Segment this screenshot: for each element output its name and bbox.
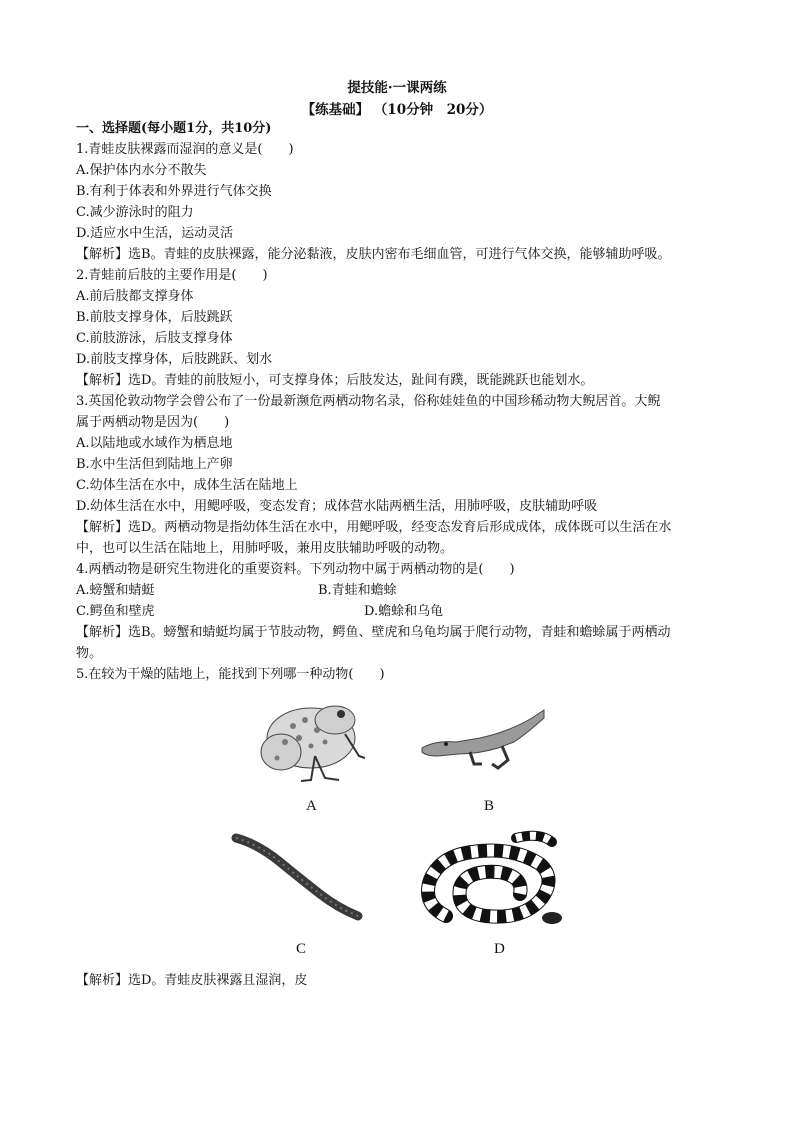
question-2-analysis: 【解析】选D。青蛙的前肢短小，可支撑身体；后肢发达，趾间有蹼，既能跳跃也能划水。 [76, 373, 594, 388]
page-title: 提技能·一课两练 [347, 80, 447, 96]
question-4-option-c: C.鳄鱼和壁虎 [76, 604, 155, 619]
question-3-stem-line-1: 3.英国伦敦动物学会曾公布了一份最新濒危两栖动物名录，俗称娃娃鱼的中国珍稀动物大鲵居首。大鲵 [76, 394, 661, 409]
question-3-stem-line-2: 属于两栖动物是因为( ) [76, 415, 230, 430]
snake-image [416, 824, 564, 932]
question-4-stem: 4.两栖动物是研究生物进化的重要资料。下列动物中属于两栖动物的是( ) [76, 562, 515, 577]
toad-image [255, 686, 367, 784]
question-2-option-b: B.前肢支撑身体，后肢跳跃 [76, 310, 233, 325]
image-label-b: B [484, 798, 495, 814]
question-5-analysis: 【解析】选D。青蛙皮肤裸露且湿润，皮 [76, 973, 308, 988]
question-2-option-d: D.前肢支撑身体，后肢跳跃、划水 [76, 352, 273, 367]
image-label-a: A [306, 798, 317, 814]
question-1-option-b: B.有利于体表和外界进行气体交换 [76, 184, 272, 199]
question-4-analysis-line-1: 【解析】选B。螃蟹和蜻蜓均属于节肢动物，鳄鱼、壁虎和乌龟均属于爬行动物，青蛙和蟾蜍属于两栖动 [76, 625, 671, 640]
question-1-stem: 1.青蛙皮肤裸露而湿润的意义是( ) [76, 142, 294, 157]
earthworm-image [228, 828, 368, 926]
page-subtitle: 【练基础】 （10分钟 20分） [301, 102, 493, 118]
question-1-option-d: D.适应水中生活，运动灵活 [76, 226, 234, 241]
question-3-option-d: D.幼体生活在水中，用鳃呼吸，变态发育；成体营水陆两栖生活，用肺呼吸，皮肤辅助呼吸 [76, 499, 598, 514]
question-4-option-a: A.螃蟹和蜻蜓 [76, 583, 155, 598]
question-4-option-d: D.蟾蜍和乌龟 [364, 604, 444, 619]
question-2-stem: 2.青蛙前后肢的主要作用是( ) [76, 268, 268, 283]
question-3-option-b: B.水中生活但到陆地上产卵 [76, 457, 233, 472]
question-4-analysis-line-2: 物。 [76, 646, 103, 661]
question-1-option-c: C.减少游泳时的阻力 [76, 205, 194, 220]
question-5-stem: 5.在较为干燥的陆地上，能找到下列哪一种动物( ) [76, 667, 385, 682]
question-1-option-a: A.保护体内水分不散失 [76, 163, 207, 178]
image-label-d: D [494, 941, 505, 957]
section-heading: 一、选择题(每小题1分，共10分) [76, 121, 272, 136]
question-1-analysis: 【解析】选B。青蛙的皮肤裸露，能分泌黏液，皮肤内密布毛细血管，可进行气体交换，能够辅助呼吸。 [76, 247, 671, 262]
question-2-option-a: A.前后肢都支撑身体 [76, 289, 194, 304]
question-3-option-a: A.以陆地或水域作为栖息地 [76, 436, 233, 451]
question-4-option-b: B.青蛙和蟾蜍 [318, 583, 397, 598]
question-3-option-c: C.幼体生活在水中，成体生活在陆地上 [76, 478, 298, 493]
question-2-option-c: C.前肢游泳，后肢支撑身体 [76, 331, 233, 346]
question-3-analysis-line-1: 【解析】选D。两栖动物是指幼体生活在水中，用鳃呼吸，经变态发育后形成成体，成体既可以生活在水 [76, 520, 672, 535]
crocodile-image [418, 704, 546, 774]
image-label-c: C [296, 941, 307, 957]
question-3-analysis-line-2: 中，也可以生活在陆地上，用肺呼吸，兼用皮肤辅助呼吸的动物。 [76, 541, 454, 556]
